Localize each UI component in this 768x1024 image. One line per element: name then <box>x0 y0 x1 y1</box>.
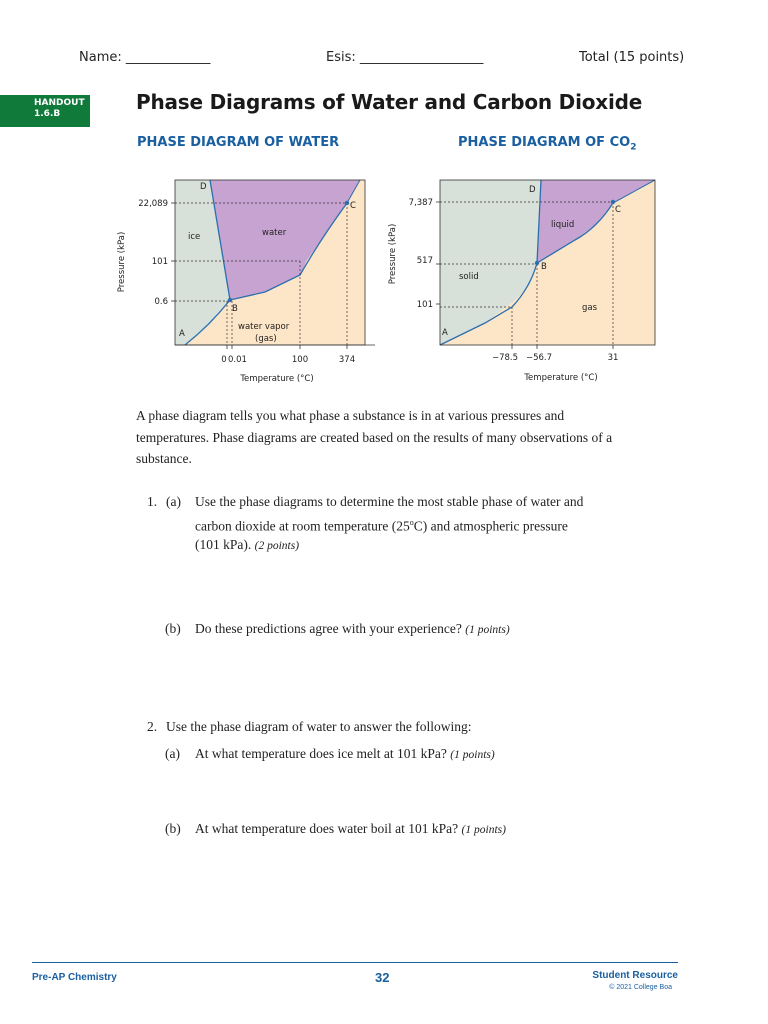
question-1b-line <box>195 618 510 642</box>
water-point-d: D <box>200 182 207 192</box>
water-region-gas: (gas) <box>255 334 277 344</box>
total-points: Total (15 points) <box>579 50 685 65</box>
co2-y-axis-label: Pressure (kPa) <box>388 223 398 285</box>
footer-resource: Student Resource <box>592 970 678 981</box>
question-1a-line-2-text: carbon dioxide at room temperature (25 <box>195 518 410 534</box>
co2-triple-point <box>535 261 539 265</box>
water-ytick-22089: 22,089 <box>138 199 168 209</box>
handout-badge <box>0 95 90 127</box>
badge-line-1: HANDOUT <box>34 98 85 108</box>
co2-phase-diagram <box>385 170 665 390</box>
question-2b-line <box>195 818 506 842</box>
water-y-axis-label: Pressure (kPa) <box>117 231 127 293</box>
water-xtick-0: 0 <box>221 355 227 365</box>
co2-x-axis-label: Temperature (°C) <box>524 373 598 383</box>
degree-mark: o <box>409 518 414 527</box>
co2-diagram-heading <box>458 135 636 153</box>
water-point-b: B <box>232 304 238 314</box>
water-region-water: water <box>262 228 287 238</box>
question-2a-label: (a) <box>165 746 180 761</box>
co2-xtick-minus-56-7: −56.7 <box>525 353 553 363</box>
water-x-axis-label: Temperature (°C) <box>240 374 314 384</box>
co2-ytick-101: 101 <box>416 300 433 310</box>
esis-field-label: Esis: ___________________ <box>326 50 484 65</box>
question-1a <box>147 491 617 561</box>
footer-copyright: © 2021 College Boa <box>609 984 672 991</box>
water-point-a: A <box>179 329 185 339</box>
water-region-vapor: water vapor <box>238 322 290 332</box>
water-xtick-374: 374 <box>338 355 356 365</box>
question-1b-label: (b) <box>165 621 181 636</box>
question-2 <box>147 716 617 738</box>
co2-point-b: B <box>541 262 547 272</box>
page-title: Phase Diagrams of Water and Carbon Dioxide <box>136 90 643 114</box>
water-ytick-101: 101 <box>151 257 168 267</box>
question-1a-line-3-text: (101 kPa). <box>195 537 252 552</box>
co2-heading-subscript: 2 <box>630 142 637 153</box>
water-triple-point <box>228 298 232 302</box>
co2-xtick-minus-78-5: −78.5 <box>491 353 519 363</box>
co2-heading-text: PHASE DIAGRAM OF CO <box>458 135 631 150</box>
co2-critical-point <box>611 200 615 204</box>
question-2b-points: (1 points) <box>461 824 506 836</box>
question-1a-points: (2 points) <box>254 540 300 552</box>
question-2a <box>165 743 615 765</box>
water-xtick-100: 100 <box>291 355 309 365</box>
page-number: 32 <box>375 970 390 985</box>
co2-region-liquid: liquid <box>551 220 575 230</box>
question-1b <box>165 618 615 640</box>
question-1b-text: Do these predictions agree with your experience? <box>195 621 462 636</box>
question-2-number: 2. <box>147 719 158 734</box>
water-region-ice: ice <box>188 232 201 242</box>
question-1b-points: (1 points) <box>465 624 510 636</box>
question-2b-text: At what temperature does water boil at 101 kPa? <box>195 821 459 836</box>
co2-point-c: C <box>615 205 621 215</box>
badge-line-2: 1.6.B <box>34 109 61 119</box>
question-2a-points: (1 points) <box>450 749 495 761</box>
intro-paragraph: A phase diagram tells you what phase a substance is in at various pressures and temperatures. Phase diagrams are created based on the results of many observations of a substance. <box>136 408 613 466</box>
water-xtick-0-01: 0.01 <box>228 355 247 365</box>
name-field-label: Name: _____________ <box>79 50 211 65</box>
question-1a-line-1: Use the phase diagrams to determine the most stable phase of water and <box>195 494 584 509</box>
water-diagram-heading: PHASE DIAGRAM OF WATER <box>137 135 340 150</box>
co2-region-gas: gas <box>582 303 598 313</box>
co2-point-d: D <box>529 185 536 195</box>
footer-divider <box>32 962 678 963</box>
question-1a-line-2-end: C) and atmospheric pressure <box>413 518 568 534</box>
question-2-text: Use the phase diagram of water to answer the following: <box>166 719 472 734</box>
question-2b <box>165 818 615 840</box>
water-point-c: C <box>350 201 356 211</box>
co2-xtick-31: 31 <box>607 353 619 363</box>
water-critical-point <box>345 201 349 205</box>
question-1a-line-3 <box>195 534 299 558</box>
water-ytick-0-6: 0.6 <box>154 297 168 307</box>
co2-point-a: A <box>442 328 448 338</box>
co2-ytick-7387: 7,387 <box>408 198 433 208</box>
question-1-number: 1. <box>147 494 158 509</box>
question-1a-label: (a) <box>166 494 181 509</box>
co2-ytick-517: 517 <box>416 256 433 266</box>
question-2a-line <box>195 743 495 767</box>
water-phase-diagram <box>110 170 370 390</box>
question-2a-text: At what temperature does ice melt at 101 kPa? <box>195 746 447 761</box>
footer-course: Pre-AP Chemistry <box>32 972 117 983</box>
co2-region-solid: solid <box>459 272 479 282</box>
question-2b-label: (b) <box>165 821 181 836</box>
